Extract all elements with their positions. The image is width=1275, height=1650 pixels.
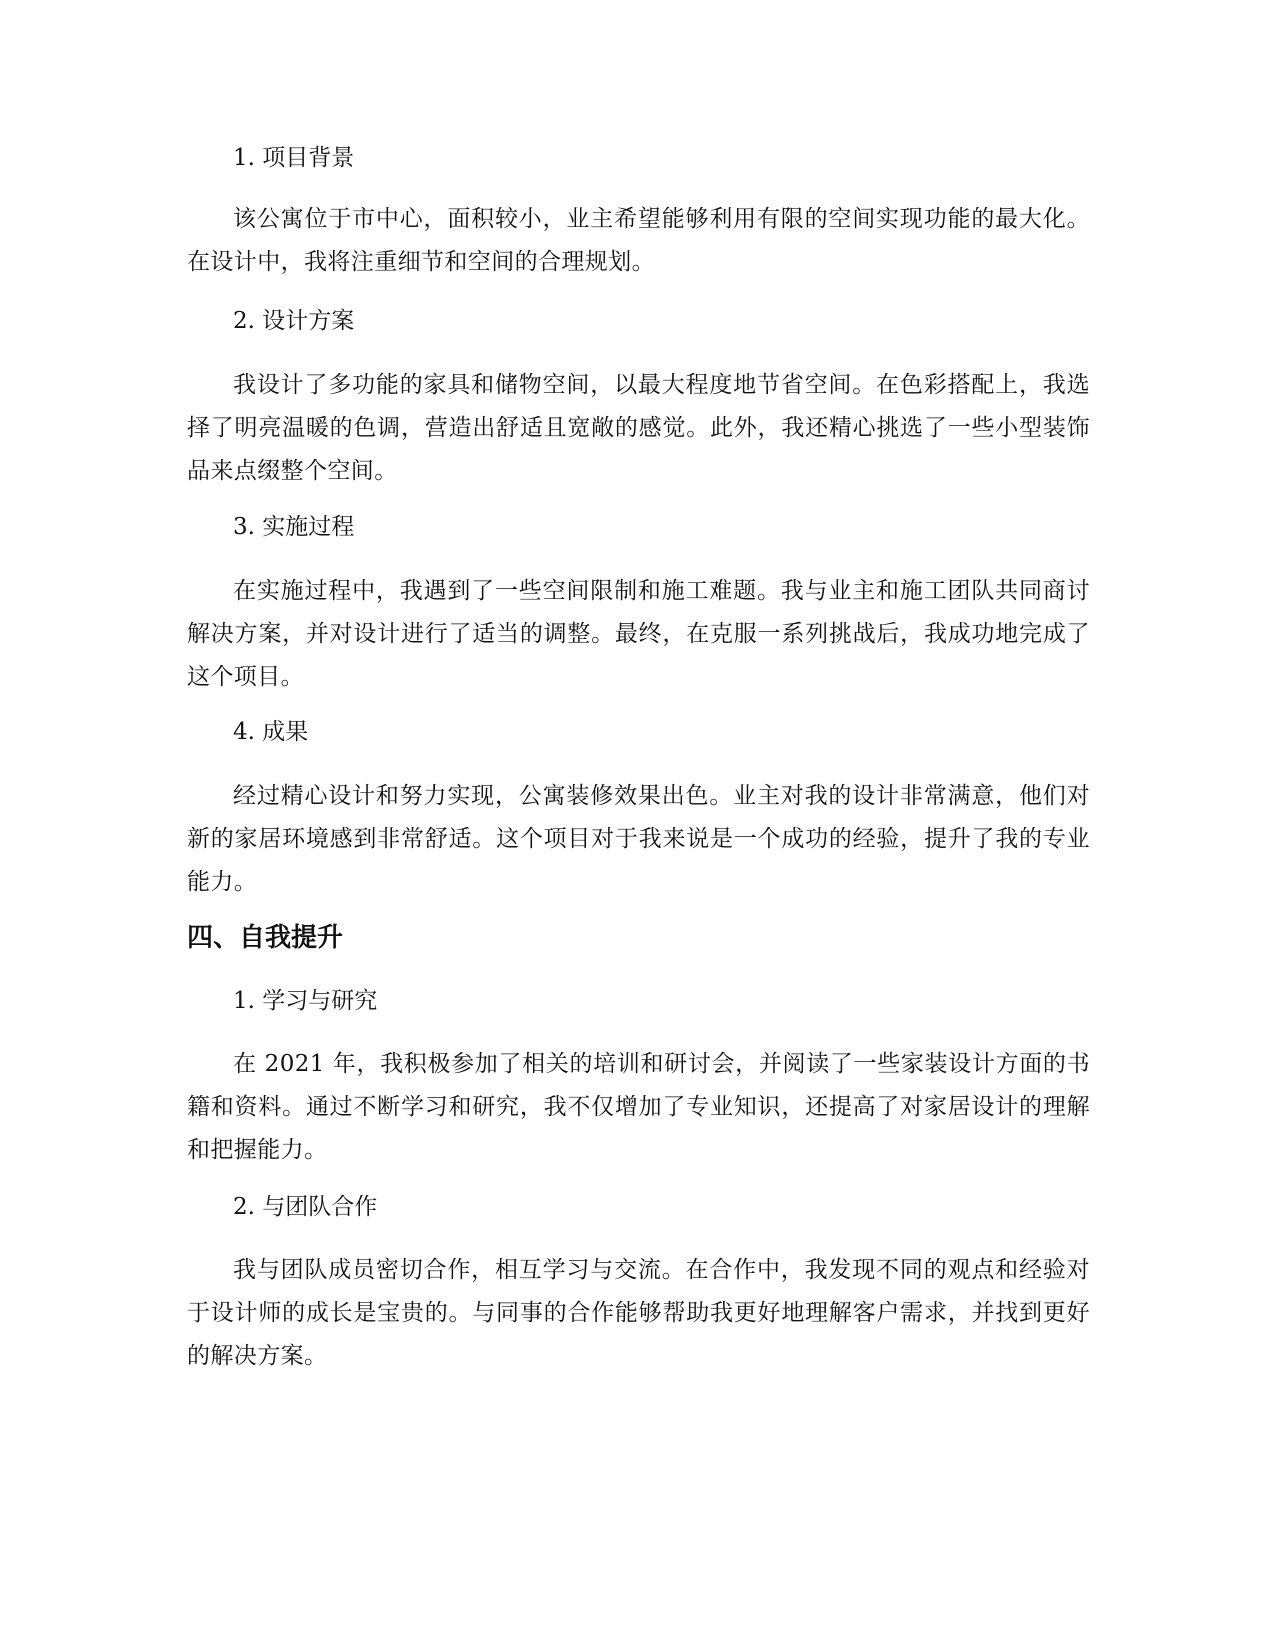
paragraph-results: 经过精心设计和努力实现，公寓装修效果出色。业主对我的设计非常满意，他们对新的家居环境感到非常舒适。这个项目对于我来说是一个成功的经验，提升了我的专业能力。 bbox=[187, 783, 1090, 895]
paragraph-design-plan: 我设计了多功能的家具和储物空间，以最大程度地节省空间。在色彩搭配上，我选择了明亮温暖的色调，营造出舒适且宽敞的感觉。此外，我还精心挑选了一些小型装饰品来点缀整个空间。 bbox=[187, 372, 1090, 484]
item-heading-results: 4. 成果 bbox=[233, 719, 309, 745]
item-heading-learning: 1. 学习与研究 bbox=[233, 988, 378, 1014]
item-heading-design-plan: 2. 设计方案 bbox=[233, 308, 355, 334]
paragraph-implementation: 在实施过程中，我遇到了一些空间限制和施工难题。我与业主和施工团队共同商讨解决方案，并对设计进行了适当的调整。最终，在克服一系列挑战后，我成功地完成了这个项目。 bbox=[187, 578, 1090, 690]
paragraph-teamwork: 我与团队成员密切合作，相互学习与交流。在合作中，我发现不同的观点和经验对于设计师的成长是宝贵的。与同事的合作能够帮助我更好地理解客户需求，并找到更好的解决方案。 bbox=[187, 1257, 1090, 1369]
section-heading-self-improvement: 四、自我提升 bbox=[187, 923, 344, 953]
item-heading-project-background: 1. 项目背景 bbox=[233, 145, 355, 171]
item-heading-teamwork: 2. 与团队合作 bbox=[233, 1194, 378, 1220]
item-heading-implementation: 3. 实施过程 bbox=[233, 514, 355, 540]
paragraph-project-background: 该公寓位于市中心，面积较小，业主希望能够利用有限的空间实现功能的最大化。在设计中，我将注重细节和空间的合理规划。 bbox=[187, 206, 1090, 275]
paragraph-learning: 在 2021 年，我积极参加了相关的培训和研讨会，并阅读了一些家装设计方面的书籍和资料。通过不断学习和研究，我不仅增加了专业知识，还提高了对家居设计的理解和把握能力。 bbox=[187, 1051, 1090, 1163]
